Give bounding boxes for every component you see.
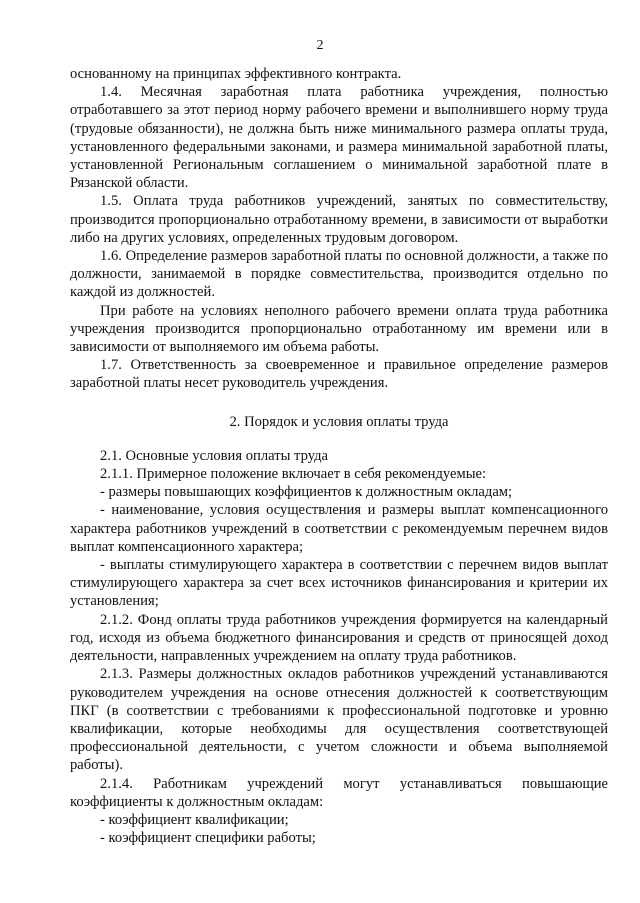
paragraph-2-1-1: 2.1.1. Примерное положение включает в себя рекомендуемые:: [100, 466, 487, 483]
paragraph-1-7: 1.7. Ответственность за своевременное и правильное определение размеров заработной платы несет руководитель учреждения.: [70, 357, 608, 392]
paragraph-continuation: основанному на принципах эффективного контракта.: [70, 66, 402, 82]
list-item-specifics: - коэффициент специфики работы;: [100, 830, 316, 847]
paragraph-1-5: 1.5. Оплата труда работников учреждений, занятых по совместительству, производится пропорционально отработанному времени, в зависимости от выработки либо на других условиях, определенных трудовым договором.: [70, 193, 608, 246]
paragraph-2-1-4: 2.1.4. Работникам учреждений могут устанавливаться повышающие коэффициенты к должностным окладам:: [70, 775, 608, 810]
list-item-coefficients: - размеры повышающих коэффициентов к должностным окладам;: [100, 484, 513, 501]
paragraph-2-1-2: 2.1.2. Фонд оплаты труда работников учреждения формируется на календарный год, исходя из объема бюджетного финансирования и средств от приносящей доход деятельности, направленных учреждением на оплату труда работников.: [70, 611, 608, 665]
paragraph-1-6: 1.6. Определение размеров заработной платы по основной должности, а также по должности, занимаемой в порядке совместительства, производится отдельно по каждой из должностей.: [70, 248, 608, 301]
paragraph-2-1-3: 2.1.3. Размеры должностных окладов работников учреждений устанавливаются руководителем учреждения на основе отнесения должностей к соответствующим ПКГ (в соответствии с требованиями к профессиональной подготовке и уровню квалификации, которые необходимы для осуществления соответствующей профессиональной деятельности, с учетом сложности и объема выполняемой работы).: [70, 666, 608, 774]
list-item-compensation: - наименование, условия осуществления и размеры выплат компенсационного характера работников учреждений в соответствии с рекомендуемым перечнем видов выплат компенсационного характера;: [70, 502, 608, 555]
list-item-qualification: - коэффициент квалификации;: [100, 811, 289, 828]
paragraph-part-time: При работе на условиях неполного рабочего времени оплата труда работника учреждения производится пропорционально отработанному им времени или в зависимости от выполняемого им объема работы.: [70, 302, 608, 356]
list-item-incentive: - выплаты стимулирующего характера в соответствии с перечнем видов выплат стимулирующего характера за счет всех источников финансирования и критерии их установления;: [70, 557, 608, 610]
page-number: 2: [316, 38, 324, 53]
paragraph-2-1: 2.1. Основные условия оплаты труда: [100, 447, 328, 464]
section-heading: 2. Порядок и условия оплаты труда: [229, 413, 449, 430]
paragraph-1-4: 1.4. Месячная заработная плата работника учреждения, полностью отработавшего за этот период норму рабочего времени и выполнившего норму труда (трудовые обязанности), не должна быть ниже минимального размера оплаты труда, установленного федеральными законами, и размера минимальной заработной платы, установленной Региональным соглашением о минимальной заработной плате в Рязанской области.: [70, 84, 608, 192]
document-body: [70, 65, 608, 847]
